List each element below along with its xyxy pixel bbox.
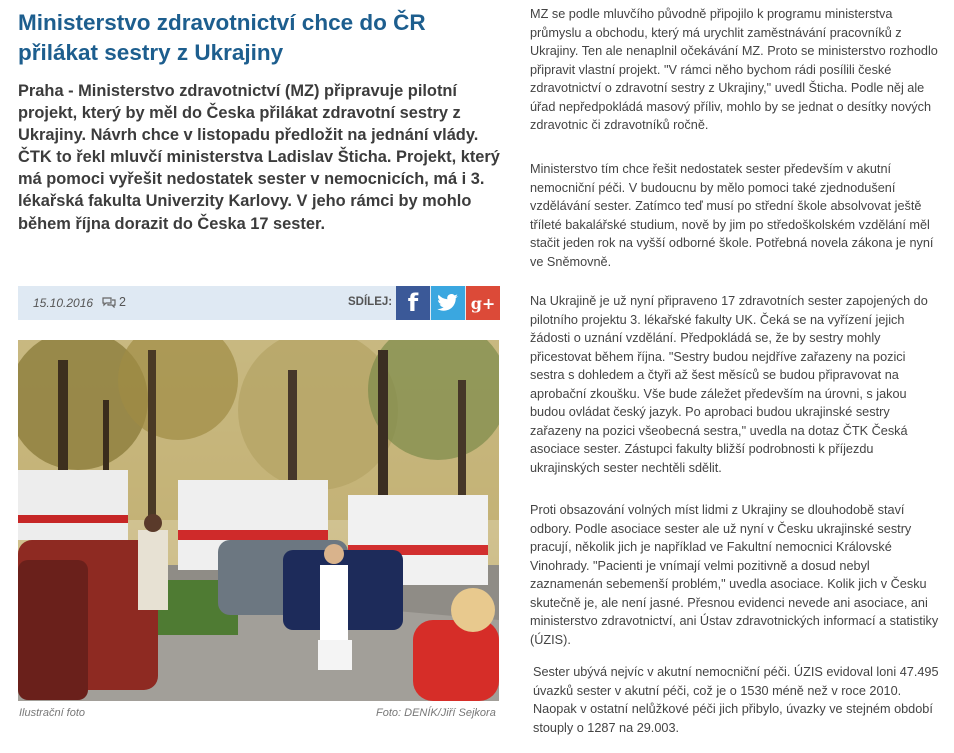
- twitter-icon: [437, 294, 459, 312]
- hospital-scene-image: [18, 340, 499, 701]
- facebook-share-button[interactable]: [396, 286, 430, 320]
- article-paragraph: Proti obsazování volných míst lidmi z Ukrajiny se dlouhodobě staví odbory. Podle asociace sester ale už nyní v Česku ukrajinské sestry pracují, několik jich je například ve Fakultní nemocnici Královské Vinohrady. "Pacienti je vnímají velmi pozitivně a dosud nebyl zaznamenán sebemenší problém," uvedla asociace. Kolik jich v Česku skutečně je, ale není jasné. Přesnou evidenci nevede ani asociace, ani ministerstvo zdravotnictví, ani Ústav zdravotnických informací a statistiky (ÚZIS).: [530, 503, 939, 647]
- comments-icon: [102, 297, 116, 308]
- photo-caption: Ilustrační foto: [19, 707, 86, 719]
- twitter-share-button[interactable]: [431, 286, 465, 320]
- article-photo: [18, 340, 499, 701]
- article-paragraph: Na Ukrajině je už nyní připraveno 17 zdravotních sester zapojených do pilotního projektu 3. lékařské fakulty UK. Čeká se na vyřízení jejich žádosti o uznání vzdělání. Předpokládá se, že by sestry mohly přicestovat během října. "Sestry budou nejdříve zařazeny na pozici sestra s dohledem a čtyři až šest měsíců se budou připravovat na aprobační zkoušku. Vše bude záležet především na úrovni, s jakou budou ovládat český jazyk. Po aprobaci budou ukrajinské sestry zařazeny na pozici všeobecná sestra," uvedla na dotaz ČTK Česká asociace sester. Zástupci fakulty bližší podrobnosti k příjezdu ukrajinských sester nechtěli sdělit.: [530, 294, 928, 475]
- comments-link[interactable]: [102, 295, 126, 309]
- facebook-icon: f: [407, 289, 419, 317]
- article-paragraph: Sester ubývá nejvíc v akutní nemocniční péči. ÚZIS evidoval loni 47.495 úvazků sester v akutní péči, což je o 1530 méně než v roce 2010. Naopak v ostatní nelůžkové péči jich přibylo, úvazky ve stejném období stouply o 1287 na 29.003.: [533, 665, 939, 735]
- share-label: SDÍLEJ:: [348, 296, 393, 308]
- article-paragraph: MZ se podle mluvčího původně připojilo k programu ministerstva průmyslu a obchodu, který má urychlit zaměstnávání pracovníků z Ukrajiny. Ten ale nenaplnil očekávání MZ. Proto se ministerstvo rozhodlo připravit vlastní projekt. "V rámci něho bychom rádi posílili české zdravotnictví o zdravotní sestry z Ukrajiny," uvedl Šticha. Podle něj ale úřad nepředpokládá masový příliv, mohlo by se jednat o desítky nových zdravotnic či zdravotníků ročně.: [530, 7, 938, 132]
- googleplus-icon: g+: [470, 293, 496, 313]
- googleplus-share-button[interactable]: [466, 286, 500, 320]
- article-paragraph: Ministerstvo tím chce řešit nedostatek sester především v akutní nemocniční péči. V budoucnu by mělo pomoci také zjednodušení vzdělávání sester. Zatímco teď musí po střední škole absolvovat ještě tříleté bakalářské studium, nově by jim po středoškolském vzdělání měl stačit jeden rok na vyšší odborné škole. Potřebná novela zákona je nyní ve Sněmovně.: [530, 162, 934, 269]
- article-meta-bar: [18, 286, 500, 320]
- article-header: [18, 8, 500, 235]
- article-perex: Praha - Ministerstvo zdravotnictví (MZ) připravuje pilotní projekt, který by měl do Česka přilákat zdravotní sestry z Ukrajiny. Návrh chce v listopadu předložit na jednání vlády. ČTK to řekl mluvčí ministerstva Ladislav Šticha. Projekt, který má pomoci vyřešit nedostatek sester v nemocnicích, má i 3. lékařská fakulta Univerzity Karlovy. V jeho rámci by mohlo během října dorazit do Česka 17 sester.: [18, 82, 500, 233]
- article-title: Ministerstvo zdravotnictví chce do ČR přilákat sestry z Ukrajiny: [18, 10, 426, 65]
- article-date: 15.10.2016: [33, 296, 94, 310]
- photo-credit: Foto: DENÍK/Jiří Sejkora: [376, 707, 496, 719]
- comments-count: 2: [119, 295, 126, 309]
